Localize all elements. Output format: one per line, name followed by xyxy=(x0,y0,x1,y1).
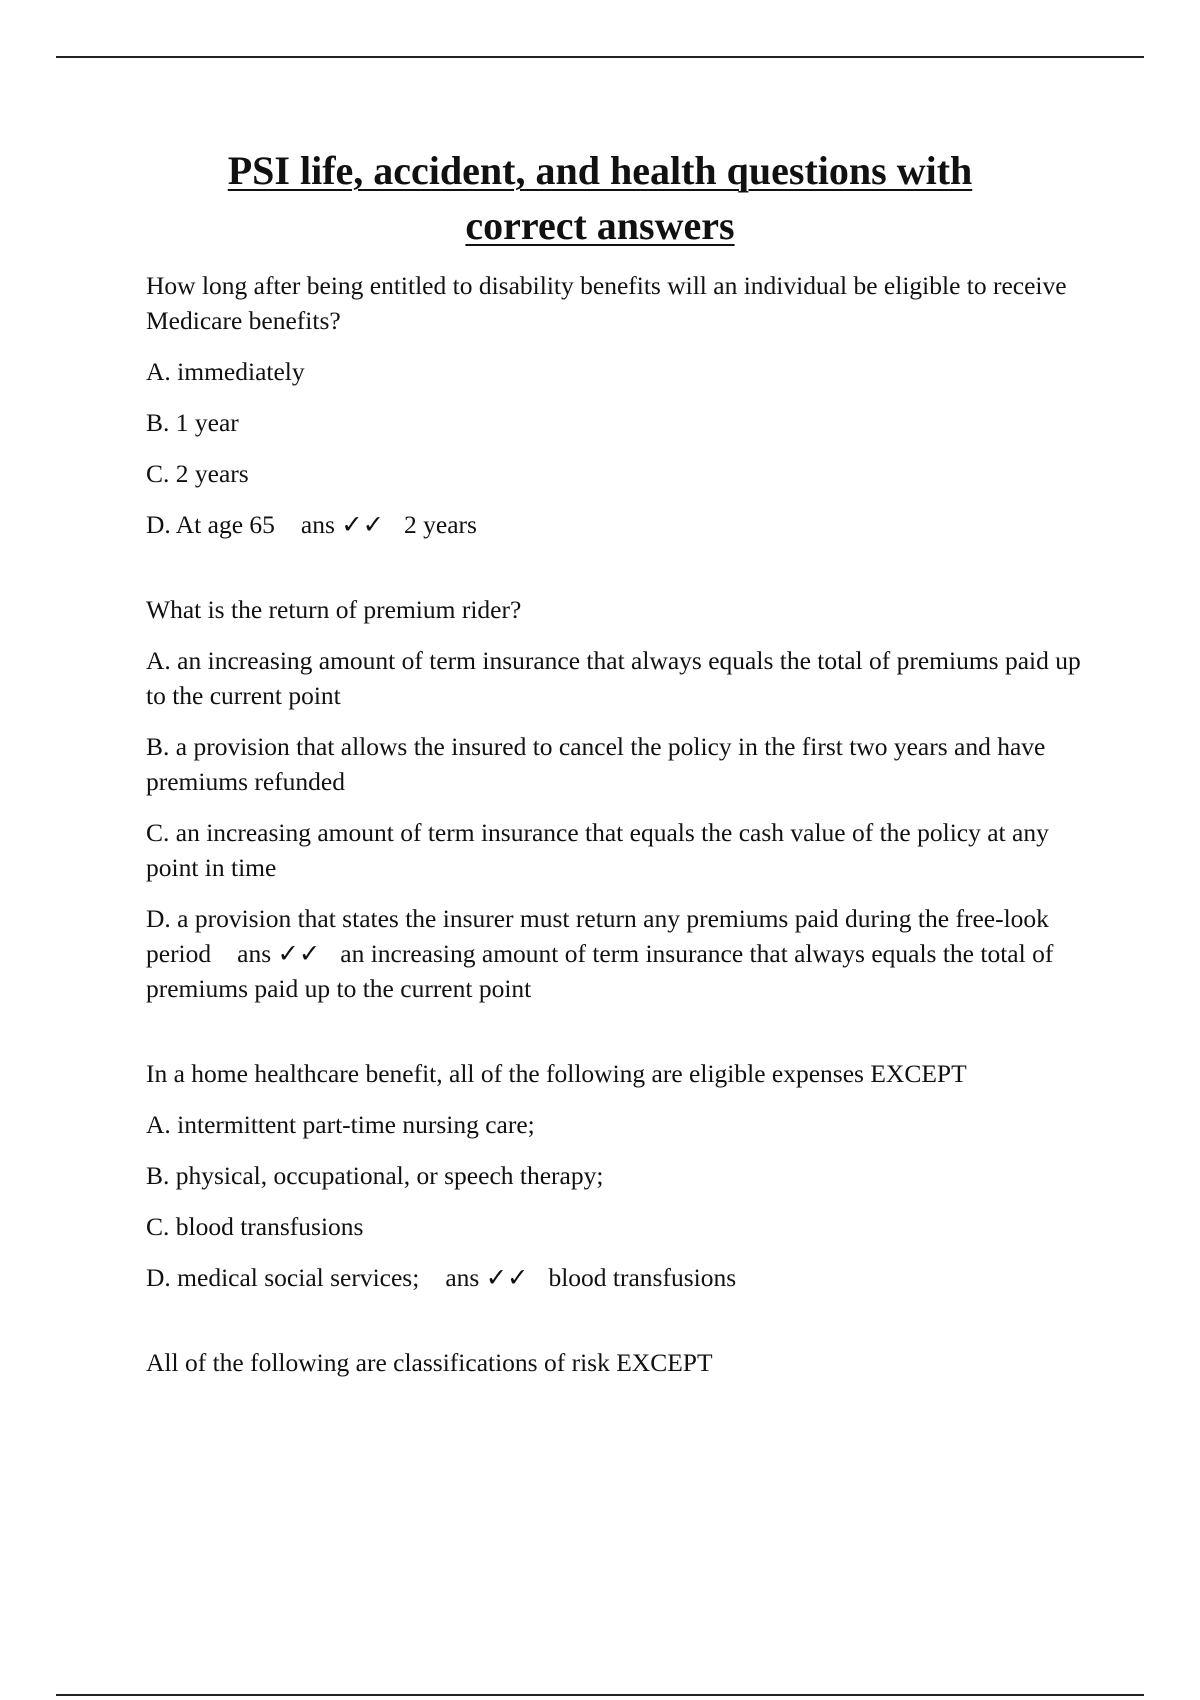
title-line-2: correct answers xyxy=(465,203,735,248)
option-a: A. intermittent part-time nursing care; xyxy=(146,1110,535,1139)
question-block-2 xyxy=(146,592,1091,1006)
question-block-1 xyxy=(146,268,1091,542)
question-list xyxy=(146,268,1091,1430)
option-b: B. a provision that allows the insured to cancel the policy in the first two years and have premiums refunded xyxy=(146,732,1046,796)
option-a: A. an increasing amount of term insurance that always equals the total of premiums paid up to the current point xyxy=(146,646,1081,710)
question-block-3 xyxy=(146,1056,1091,1295)
option-d xyxy=(146,1260,1091,1295)
question-text: In a home healthcare benefit, all of the following are eligible expenses EXCEPT xyxy=(146,1059,967,1088)
option-b: B. physical, occupational, or speech therapy; xyxy=(146,1161,604,1190)
option-d-text: D. medical social services; xyxy=(146,1263,420,1292)
option-d-text: D. a provision that states the insurer must return any premiums paid during the free-look period xyxy=(146,904,1049,968)
option-c: C. an increasing amount of term insurance that equals the cash value of the policy at any point in time xyxy=(146,818,1049,882)
answer-marker: ans ✓✓ xyxy=(300,510,385,539)
question-block-4 xyxy=(146,1345,1091,1380)
option-c: C. blood transfusions xyxy=(146,1212,364,1241)
answer-text: an increasing amount of term insurance that always equals the total of premiums paid up to the current point xyxy=(146,939,1054,1003)
answer-text: blood transfusions xyxy=(548,1263,737,1292)
option-a: A. immediately xyxy=(146,357,305,386)
option-d xyxy=(146,901,1091,1006)
option-d-text: D. At age 65 xyxy=(146,510,275,539)
option-d xyxy=(146,507,1091,542)
answer-marker: ans ✓✓ xyxy=(237,939,321,968)
bottom-rule xyxy=(56,1694,1144,1696)
option-c: C. 2 years xyxy=(146,459,249,488)
question-text: How long after being entitled to disability benefits will an individual be eligible to receive Medicare benefits? xyxy=(146,271,1067,335)
question-text: What is the return of premium rider? xyxy=(146,595,522,624)
title-line-1: PSI life, accident, and health questions with xyxy=(227,148,973,193)
answer-marker: ans ✓✓ xyxy=(445,1263,529,1292)
option-b: B. 1 year xyxy=(146,408,239,437)
answer-text: 2 years xyxy=(404,510,477,539)
top-rule xyxy=(56,56,1144,58)
page-title xyxy=(100,143,1100,253)
question-text: All of the following are classifications of risk EXCEPT xyxy=(146,1348,713,1377)
